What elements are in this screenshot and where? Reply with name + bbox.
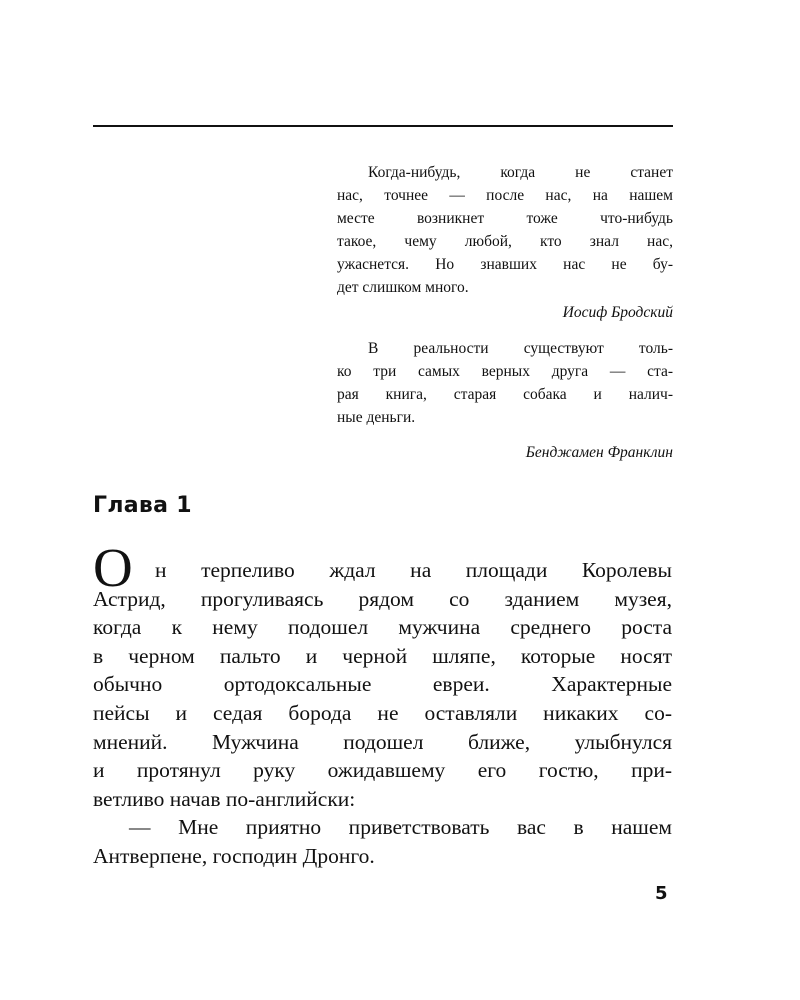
epigraph-line: В реальности существуют толь- (368, 340, 673, 357)
page-number: 5 (655, 883, 668, 904)
body-line-text: н терпеливо ждал на площади Королевы (155, 558, 672, 582)
epigraph-line: месте возникнет тоже что-нибудь (337, 210, 673, 227)
body-line: — Мне приятно приветствовать вас в нашем (129, 815, 672, 840)
drop-cap: О (93, 537, 133, 598)
body-line: Астрид, прогуливаясь рядом со зданием музея, (93, 586, 672, 611)
epigraph-brodsky (337, 161, 673, 324)
epigraph-line: ные деньги. (337, 409, 416, 426)
body-line: Антверпене, господин Дронго. (93, 843, 375, 868)
body-line: когда к нему подошел мужчина среднего роста (93, 615, 672, 640)
epigraph-author: Бенджамен Франклин (525, 444, 673, 461)
epigraph-line: дет слишком много. (337, 279, 469, 296)
epigraph-author: Иосиф Бродский (562, 304, 673, 321)
body-line: ветливо начав по-английски: (93, 786, 356, 811)
epigraph-franklin (337, 337, 673, 464)
body-line: в черном пальто и черной шляпе, которые носят (93, 643, 672, 668)
header-rule (93, 125, 673, 127)
epigraph-line: рая книга, старая собака и налич- (337, 386, 673, 403)
body-line: и протянул руку ожидавшему его гостю, при- (93, 758, 672, 783)
body-line: пейсы и седая борода не оставляли никаких со- (93, 700, 672, 725)
epigraph-line: нас, точнее — после нас, на нашем (337, 187, 673, 204)
chapter-title: Глава 1 (93, 493, 192, 518)
chapter-body (93, 537, 672, 871)
epigraph-line: Когда-нибудь, когда не станет (368, 164, 673, 181)
body-line: обычно ортодоксальные евреи. Характерные (93, 672, 672, 697)
epigraph-line: ужаснется. Но знавших нас не бу- (337, 256, 673, 273)
epigraph-line: такое, чему любой, кто знал нас, (337, 233, 673, 250)
body-first-line (93, 537, 672, 598)
epigraph-line: ко три самых верных друга — ста- (337, 363, 673, 380)
body-line: мнений. Мужчина подошел ближе, улыбнулся (93, 729, 672, 754)
